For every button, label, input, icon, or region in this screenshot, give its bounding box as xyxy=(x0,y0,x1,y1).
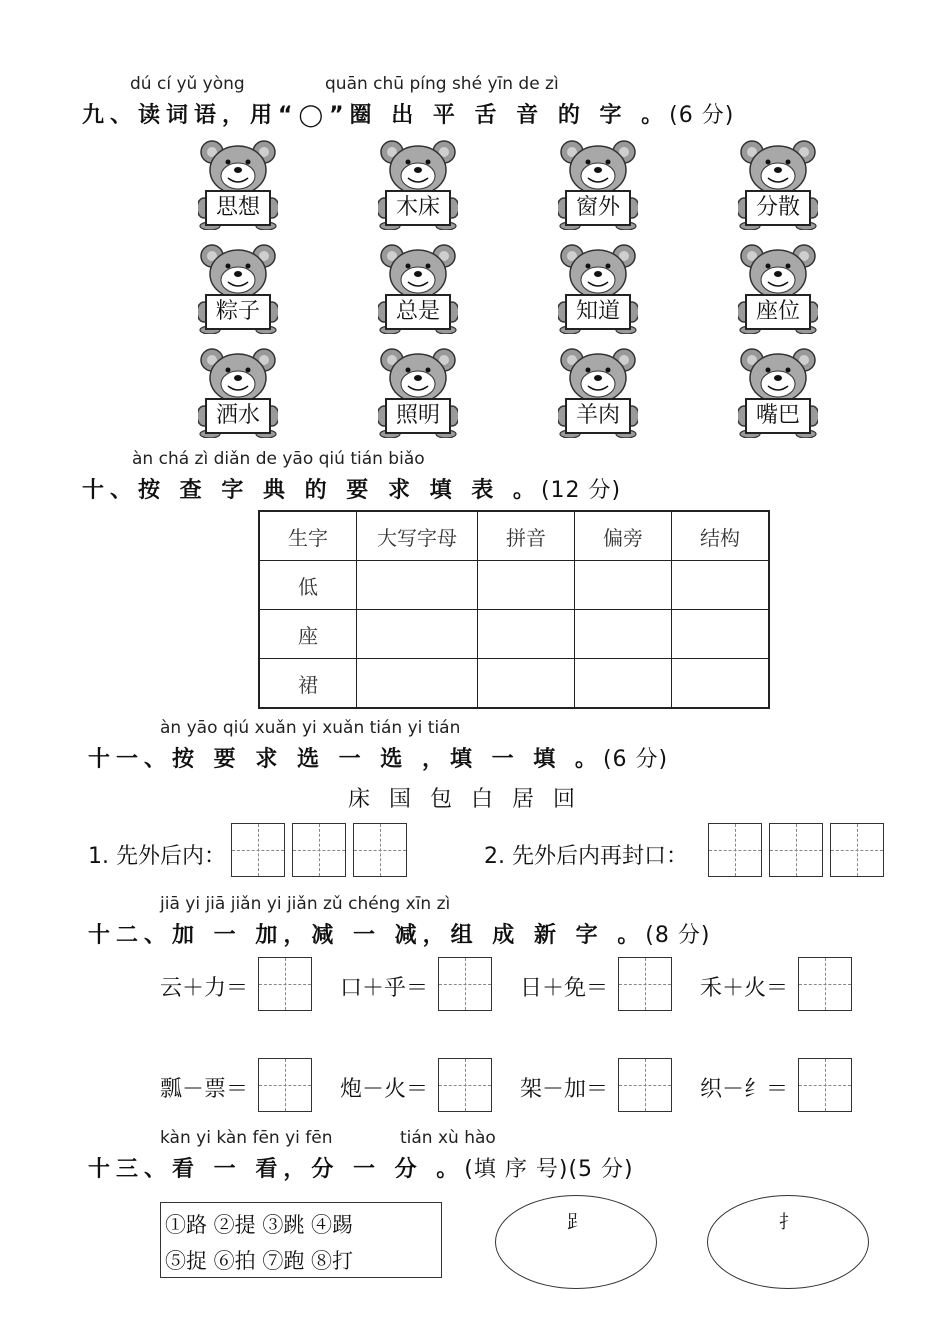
options-box xyxy=(160,1202,442,1278)
bear-card xyxy=(378,346,458,438)
bear-card xyxy=(198,138,278,230)
answer-cell[interactable] xyxy=(672,561,770,610)
answer-box[interactable] xyxy=(798,957,852,1011)
bear-word[interactable]: 洒水 xyxy=(205,398,271,434)
answer-cell[interactable] xyxy=(357,610,478,659)
section-13-title xyxy=(88,1152,634,1183)
section-10-score: (12 分) xyxy=(540,478,622,503)
pinyin-line-13a: kàn yi kàn fēn yi fēn xyxy=(160,1128,333,1148)
answer-cell[interactable] xyxy=(357,659,478,709)
equation-add: 日＋免＝ xyxy=(520,976,609,1001)
equation-sub: 瓢－票＝ xyxy=(160,1077,249,1102)
answer-box[interactable] xyxy=(798,1058,852,1112)
answer-box[interactable] xyxy=(292,823,346,877)
equation-sub: 架－加＝ xyxy=(520,1077,609,1102)
pinyin-line-12: jiā yi jiā jiǎn yi jiǎn zǔ chéng xīn zì xyxy=(160,894,451,914)
col-header: 大写字母 xyxy=(357,511,478,561)
col-header: 结构 xyxy=(672,511,770,561)
bear-card xyxy=(738,242,818,334)
answer-cell[interactable] xyxy=(575,610,672,659)
question-2-label: 2. 先外后内再封口： xyxy=(484,844,688,869)
answer-box[interactable] xyxy=(438,957,492,1011)
table-row xyxy=(259,561,769,610)
answer-cell[interactable] xyxy=(672,659,770,709)
table-row xyxy=(259,610,769,659)
equation-add: 禾＋火＝ xyxy=(700,976,789,1001)
options-row-2: ⑤捉 ⑥拍 ⑦跑 ⑧打 xyxy=(165,1249,354,1273)
sorting-ellipse-hand[interactable] xyxy=(707,1195,869,1289)
bear-card xyxy=(198,242,278,334)
section-9-score: (6 分) xyxy=(669,103,735,128)
row-character: 座 xyxy=(259,610,357,659)
bear-card xyxy=(558,242,638,334)
section-13-score: (填 序 号)(5 分) xyxy=(464,1157,634,1182)
pinyin-line-9a: dú cí yǔ yòng xyxy=(130,74,245,94)
answer-cell[interactable] xyxy=(575,659,672,709)
answer-cell[interactable] xyxy=(478,659,575,709)
bear-card xyxy=(378,242,458,334)
bear-card xyxy=(558,346,638,438)
answer-box[interactable] xyxy=(618,1058,672,1112)
bear-word[interactable]: 思想 xyxy=(205,190,271,226)
answer-box[interactable] xyxy=(231,823,285,877)
pinyin-line-11: àn yāo qiú xuǎn yi xuǎn tián yi tián xyxy=(160,718,461,738)
bear-card xyxy=(738,346,818,438)
col-header: 偏旁 xyxy=(575,511,672,561)
answer-cell[interactable] xyxy=(478,561,575,610)
section-11-score: (6 分) xyxy=(602,747,669,772)
row-character: 裙 xyxy=(259,659,357,709)
equation-sub: 织－纟＝ xyxy=(700,1077,789,1102)
options-row-1: ①路 ②提 ③跳 ④踢 xyxy=(165,1213,354,1237)
answer-box[interactable] xyxy=(708,823,762,877)
section-9-title-text: 九、读词语，用“◯”圈 出 平 舌 音 的 字 。 xyxy=(82,103,670,128)
row-character: 低 xyxy=(259,561,357,610)
bear-word[interactable]: 照明 xyxy=(385,398,451,434)
answer-cell[interactable] xyxy=(357,561,478,610)
question-1-label: 1. 先外后内： xyxy=(88,844,226,869)
bear-word[interactable]: 木床 xyxy=(385,190,451,226)
bear-word[interactable]: 嘴巴 xyxy=(745,398,811,434)
sorting-ellipse-foot[interactable] xyxy=(495,1195,657,1289)
section-12-title xyxy=(88,918,710,949)
answer-box[interactable] xyxy=(353,823,407,877)
answer-box[interactable] xyxy=(618,957,672,1011)
answer-box[interactable] xyxy=(438,1058,492,1112)
section-11-title-text: 十一、按 要 求 选 一 选 ，填 一 填 。 xyxy=(88,747,603,772)
answer-cell[interactable] xyxy=(478,610,575,659)
section-9-title xyxy=(82,98,734,129)
bear-card xyxy=(198,346,278,438)
section-10-title xyxy=(82,473,621,504)
section-12-title-text: 十二、加 一 加，减 一 减，组 成 新 字 。 xyxy=(88,923,646,948)
bear-word[interactable]: 粽子 xyxy=(205,294,271,330)
answer-box[interactable] xyxy=(258,957,312,1011)
answer-cell[interactable] xyxy=(672,610,770,659)
col-header: 生字 xyxy=(259,511,357,561)
character-choices: 床 国 包 白 居 回 xyxy=(348,787,581,812)
answer-cell[interactable] xyxy=(575,561,672,610)
section-13-title-text: 十三、看 一 看，分 一 分 。 xyxy=(88,1157,465,1182)
table-row xyxy=(259,659,769,709)
bear-card xyxy=(738,138,818,230)
section-10-title-text: 十、按 查 字 典 的 要 求 填 表 。 xyxy=(82,478,541,503)
answer-box[interactable] xyxy=(830,823,884,877)
pinyin-line-9b: quān chū píng shé yīn de zì xyxy=(325,74,559,94)
equation-add: 口＋乎＝ xyxy=(340,976,429,1001)
bear-word[interactable]: 座位 xyxy=(745,294,811,330)
bear-word[interactable]: 窗外 xyxy=(565,190,631,226)
bear-word[interactable]: 知道 xyxy=(565,294,631,330)
dictionary-table xyxy=(258,510,770,709)
bear-word[interactable]: 总是 xyxy=(385,294,451,330)
answer-box[interactable] xyxy=(258,1058,312,1112)
col-header: 拼音 xyxy=(478,511,575,561)
section-11-title xyxy=(88,742,668,773)
answer-box[interactable] xyxy=(769,823,823,877)
radical-foot: 𧾷 xyxy=(567,1212,585,1233)
bear-card xyxy=(378,138,458,230)
equation-add: 云＋力＝ xyxy=(160,976,249,1001)
bear-card xyxy=(558,138,638,230)
radical-hand: 扌 xyxy=(779,1212,797,1233)
equation-sub: 炮－火＝ xyxy=(340,1077,429,1102)
pinyin-line-10: àn chá zì diǎn de yāo qiú tián biǎo xyxy=(132,449,425,469)
bear-word[interactable]: 羊肉 xyxy=(565,398,631,434)
pinyin-line-13b: tián xù hào xyxy=(400,1128,496,1148)
section-12-score: (8 分) xyxy=(645,923,711,948)
table-header-row xyxy=(259,511,769,561)
bear-word[interactable]: 分散 xyxy=(745,190,811,226)
